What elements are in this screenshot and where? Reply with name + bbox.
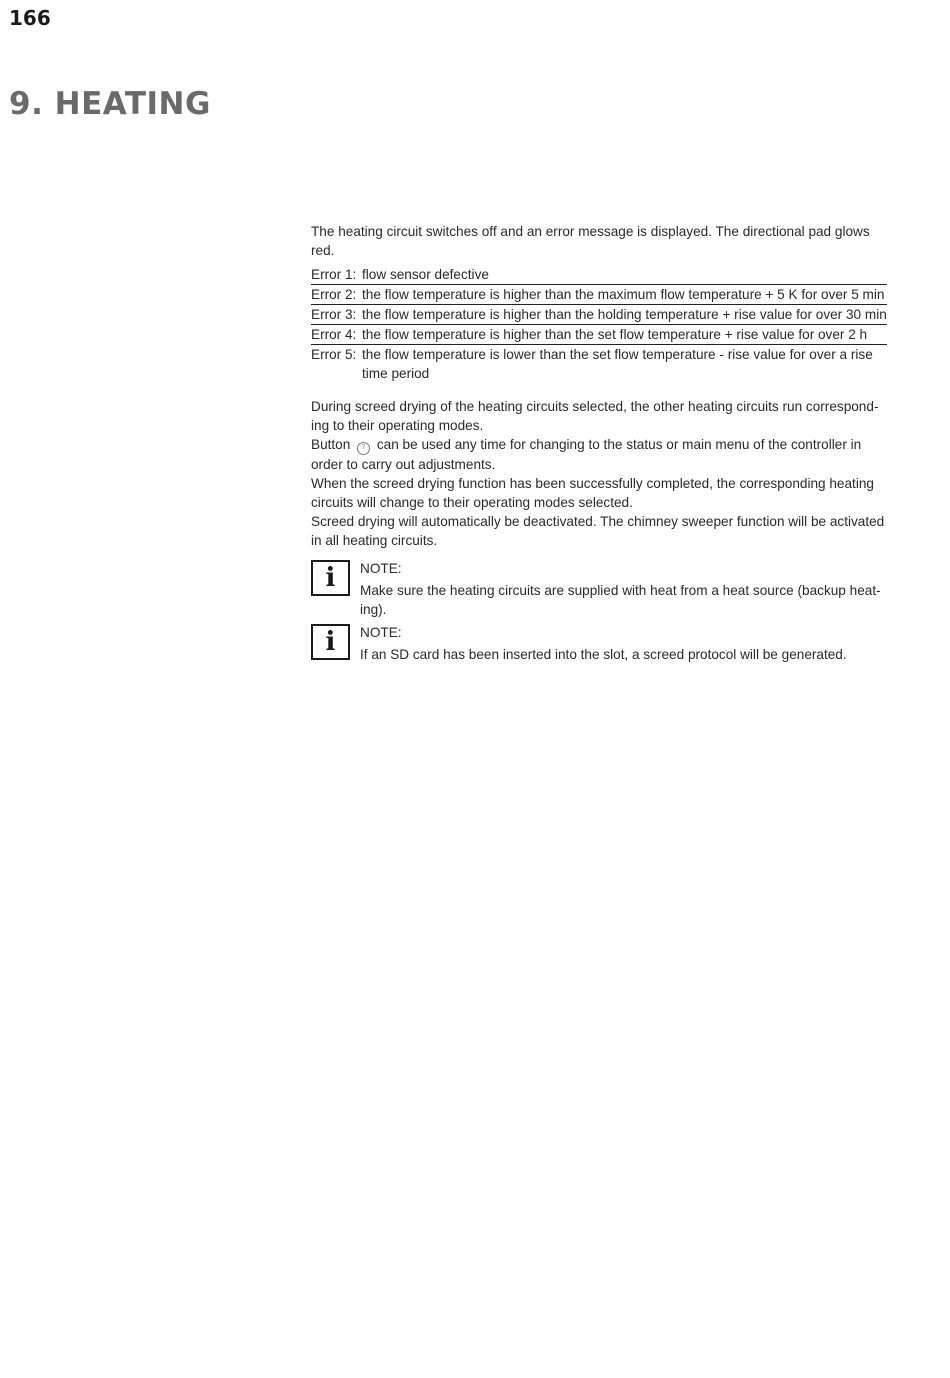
note-text: If an SD card has been inserted into the slot, a screed protocol will be generated. (360, 647, 847, 662)
main-content (311, 222, 889, 664)
error-row (311, 305, 887, 325)
error-label: Error 4: (311, 325, 362, 345)
intro-text: The heating circuit switches off and an error message is displayed. The directional pad glows red. (311, 224, 870, 258)
error-text: the flow temperature is higher than the holding temperature + rise value for over 30 min (362, 305, 887, 325)
error-text: flow sensor defective (362, 265, 887, 285)
error-text: the flow temperature is lower than the set flow temperature - rise value for over a rise time period (362, 347, 873, 381)
error-table (311, 265, 887, 383)
button-7-icon: 7 (357, 442, 370, 455)
error-label: Error 1: (311, 265, 362, 285)
section-title: 9. HEATING (9, 86, 211, 122)
note-text: Make sure the heating circuits are supplied with heat from a heat source (backup heating). (360, 583, 881, 617)
paragraph-button (311, 435, 889, 474)
error-text: the flow temperature is higher than the maximum flow temperature + 5 K for over 5 min (362, 285, 887, 305)
paragraph-completion: When the screed drying function has been successfully completed, the corresponding heating circuits will change to their operating modes selected. (311, 476, 874, 510)
error-row (311, 265, 887, 285)
error-label: Error 5: (311, 347, 357, 362)
note-label: NOTE: (360, 625, 402, 640)
error-row (311, 345, 887, 384)
note-box (311, 559, 889, 619)
page-number: 166 (9, 6, 51, 30)
error-label: Error 2: (311, 285, 362, 305)
note-box (311, 623, 889, 664)
paragraph-deactivation: Screed drying will automatically be deactivated. The chimney sweeper function will be activated in all heating circuits. (311, 514, 885, 548)
error-row (311, 285, 887, 305)
button-text-after: can be used any time for changing to the status or main menu of the controller in order to carry out adjustments. (311, 437, 862, 472)
note-label: NOTE: (360, 561, 402, 576)
info-icon: i (311, 560, 350, 596)
paragraph-screed-drying: During screed drying of the heating circuits selected, the other heating circuits run corresponding to their operating modes. (311, 399, 879, 433)
error-text: the flow temperature is higher than the set flow temperature + rise value for over 2 h (362, 325, 887, 345)
error-label: Error 3: (311, 305, 362, 325)
button-text-before: Button (311, 437, 355, 452)
info-icon: i (311, 624, 350, 660)
error-row (311, 325, 887, 345)
